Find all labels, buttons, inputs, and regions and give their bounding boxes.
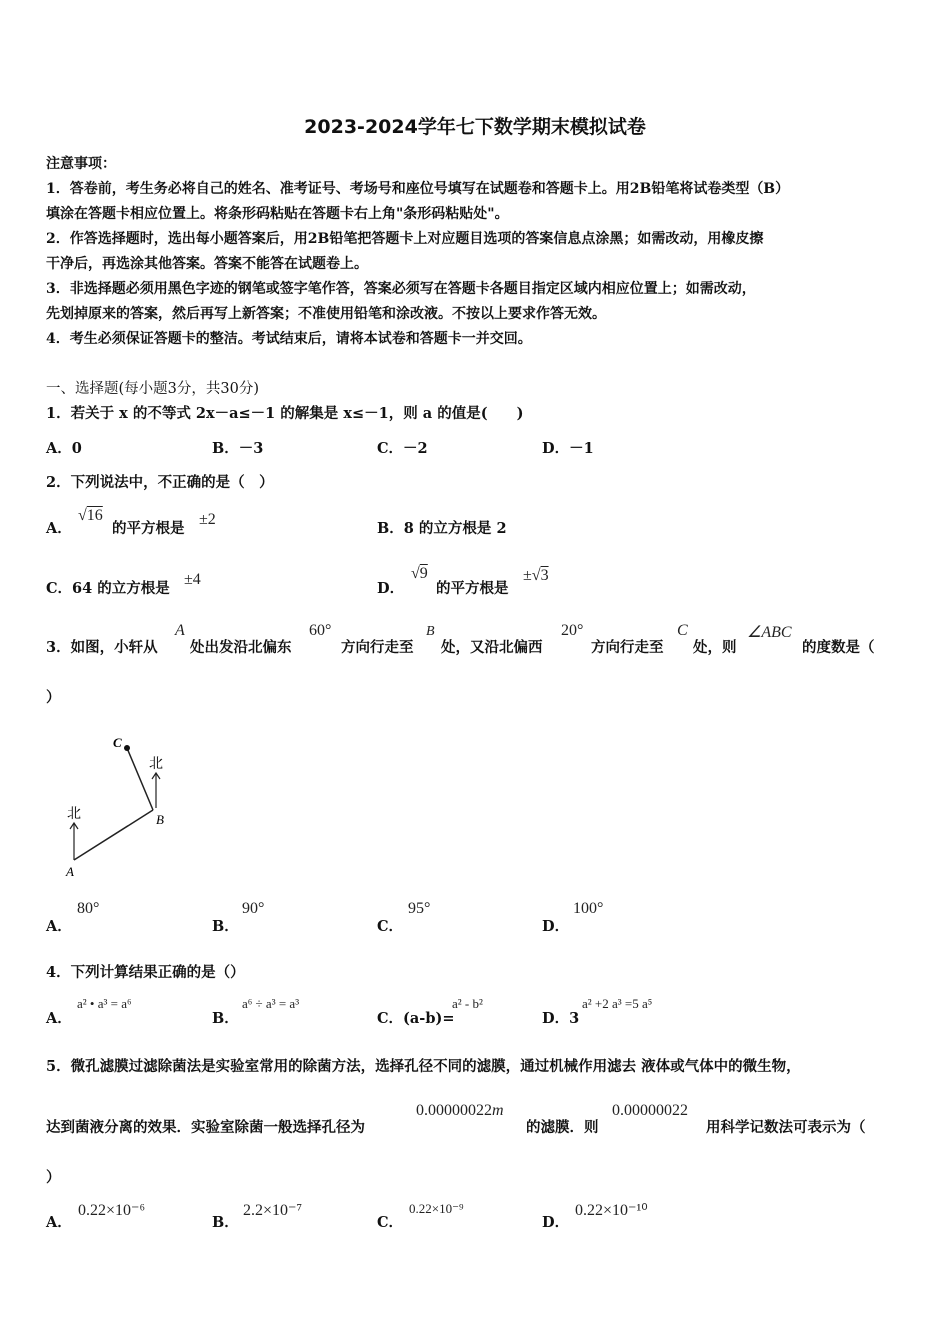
q4-option-c-label: C．(a-b)=: [377, 1010, 455, 1027]
q4-option-b-label: B．: [212, 1010, 239, 1027]
notice-line: 3．非选择题必须用黑色字迹的钢笔或签字笔作答，答案必须写在答题卡各题目指定区域内相应位置上；如需改动，: [46, 281, 756, 297]
label-b: B: [156, 812, 164, 827]
q5-number-2: 0.00000022: [612, 1102, 688, 1119]
q5-option-c-label: C．: [377, 1214, 404, 1231]
q3-option-d-label: D．: [542, 918, 570, 935]
q3-text-7: 的度数是（: [802, 639, 875, 656]
q3-option-c-label: C．: [377, 918, 404, 935]
q2-option-d-text: 的平方根是: [436, 580, 509, 597]
q3-text-3: 方向行走至: [341, 639, 414, 656]
q4-option-a-expr: a² • a³ = a⁶: [77, 996, 132, 1011]
q3-angle: ∠ABC: [747, 624, 792, 641]
q5-option-d-value: 0.22×10⁻¹⁰: [575, 1202, 648, 1219]
q2-option-a-label: A．: [46, 520, 72, 537]
point-c-dot: [124, 745, 130, 751]
q5-close-paren: ）: [46, 1169, 61, 1186]
q2-option-d-radical: √9: [411, 565, 428, 582]
q2-option-b: B．8 的立方根是 2: [377, 520, 507, 537]
q5-option-c-value: 0.22×10⁻⁹: [409, 1201, 464, 1216]
q2-option-a-text: 的平方根是: [112, 520, 185, 537]
notice-line: 4．考生必须保证答题卡的整洁。考试结束后，请将本试卷和答题卡一并交回。: [46, 331, 532, 347]
q3-close-paren: ）: [46, 689, 61, 706]
q3-option-c-value: 95°: [408, 900, 431, 917]
q3-point-a: A: [175, 622, 185, 639]
notice-heading: 注意事项：: [46, 156, 116, 172]
q5-line-1: 5．微孔滤膜过滤除菌法是实验室常用的除菌方法，选择孔径不同的滤膜，通过机械作用滤去 液体或气体中的微生物，: [46, 1058, 801, 1075]
direction-diagram: [60, 728, 180, 883]
radicand: 3: [540, 567, 549, 584]
q3-point-c: C: [677, 622, 688, 639]
segment-ab: [74, 810, 153, 860]
q1-option-a: A．0: [46, 440, 82, 457]
notice-line: 先划掉原来的答案，然后再写上新答案；不准使用铅笔和涂改液。不按以上要求作答无效。: [46, 306, 606, 322]
unit: m: [492, 1102, 504, 1119]
q5-option-a-label: A．: [46, 1214, 72, 1231]
q3-text-6: 处，则: [693, 639, 737, 656]
q3-option-b-value: 90°: [242, 900, 265, 917]
notice-line: 填涂在答题卡相应位置上。将条形码粘贴在答题卡右上角"条形码粘贴处"。: [46, 206, 509, 222]
q1-option-c: C．－2: [377, 440, 428, 457]
notice-line: 干净后，再选涂其他答案。答案不能答在试题卷上。: [46, 256, 368, 272]
q5-text-3: 用科学记数法可表示为（: [706, 1119, 866, 1136]
q4-option-d-label: D．3: [542, 1010, 580, 1027]
q3-point-b: B: [426, 624, 435, 639]
q2-option-c-label: C．64 的立方根是: [46, 580, 170, 597]
q3-text-1: 3．如图，小轩从: [46, 639, 158, 656]
q2-option-c-value: ±4: [184, 571, 201, 588]
section-heading: 一、选择题(每小题3分，共30分): [46, 381, 259, 397]
q4-option-c-expr: a² - b²: [452, 996, 483, 1011]
question-2-stem: 2．下列说法中，不正确的是（ ）: [46, 474, 274, 491]
q4-option-a-label: A．: [46, 1010, 72, 1027]
question-1-stem: 1．若关于 x 的不等式 2x－a≤－1 的解集是 x≤－1，则 a 的值是( ): [46, 405, 524, 422]
radicand: 9: [419, 565, 428, 582]
q5-text-1: 达到菌液分离的效果．实验室除菌一般选择孔径为: [46, 1119, 365, 1136]
q5-option-a-value: 0.22×10⁻⁶: [78, 1202, 146, 1219]
page-title: 2023-2024学年七下数学期末模拟试卷: [304, 116, 646, 138]
q2-option-d-label: D．: [377, 580, 405, 597]
radicand: 16: [86, 507, 103, 524]
q4-option-b-expr: a⁶ ÷ a³ = a³: [242, 996, 300, 1011]
q5-option-b-value: 2.2×10⁻⁷: [243, 1202, 303, 1219]
label-a: A: [66, 864, 74, 879]
q3-text-4: 处，又沿北偏西: [441, 639, 543, 656]
q3-deg-2: 20°: [561, 622, 584, 639]
q5-option-b-label: B．: [212, 1214, 239, 1231]
label-c: C: [113, 735, 122, 750]
q5-number-1: [416, 1102, 504, 1120]
q3-option-a-value: 80°: [77, 900, 100, 917]
north-label: 北: [67, 807, 81, 822]
q3-text-5: 方向行走至: [591, 639, 664, 656]
q5-option-d-label: D．: [542, 1214, 570, 1231]
q2-option-d-value: ±√3: [523, 567, 549, 584]
q1-option-d: D．－1: [542, 440, 594, 457]
q1-option-b: B．－3: [212, 440, 264, 457]
q2-option-a-radical: √16: [78, 507, 103, 524]
q3-option-a-label: A．: [46, 918, 72, 935]
number: 0.00000022: [416, 1102, 492, 1119]
q4-option-d-expr: a² +2 a³ =5 a⁵: [582, 996, 653, 1011]
q2-option-a-value: ±2: [199, 511, 216, 528]
q3-option-b-label: B．: [212, 918, 239, 935]
notice-line: 1．答卷前，考生务必将自己的姓名、准考证号、考场号和座位号填写在试题卷和答题卡上。用2B铅笔将试卷类型（B）: [46, 181, 790, 197]
plus-minus: ±: [523, 567, 532, 584]
q5-text-2: 的滤膜．则: [526, 1119, 599, 1136]
q3-deg-1: 60°: [309, 622, 332, 639]
q3-option-d-value: 100°: [573, 900, 604, 917]
north-label: 北: [149, 757, 163, 772]
q3-text-2: 处出发沿北偏东: [190, 639, 292, 656]
notice-line: 2．作答选择题时，选出每小题答案后，用2B铅笔把答题卡上对应题目选项的答案信息点涂黑；如需改动，用橡皮擦: [46, 231, 764, 247]
question-4-stem: 4．下列计算结果正确的是（）: [46, 964, 245, 981]
